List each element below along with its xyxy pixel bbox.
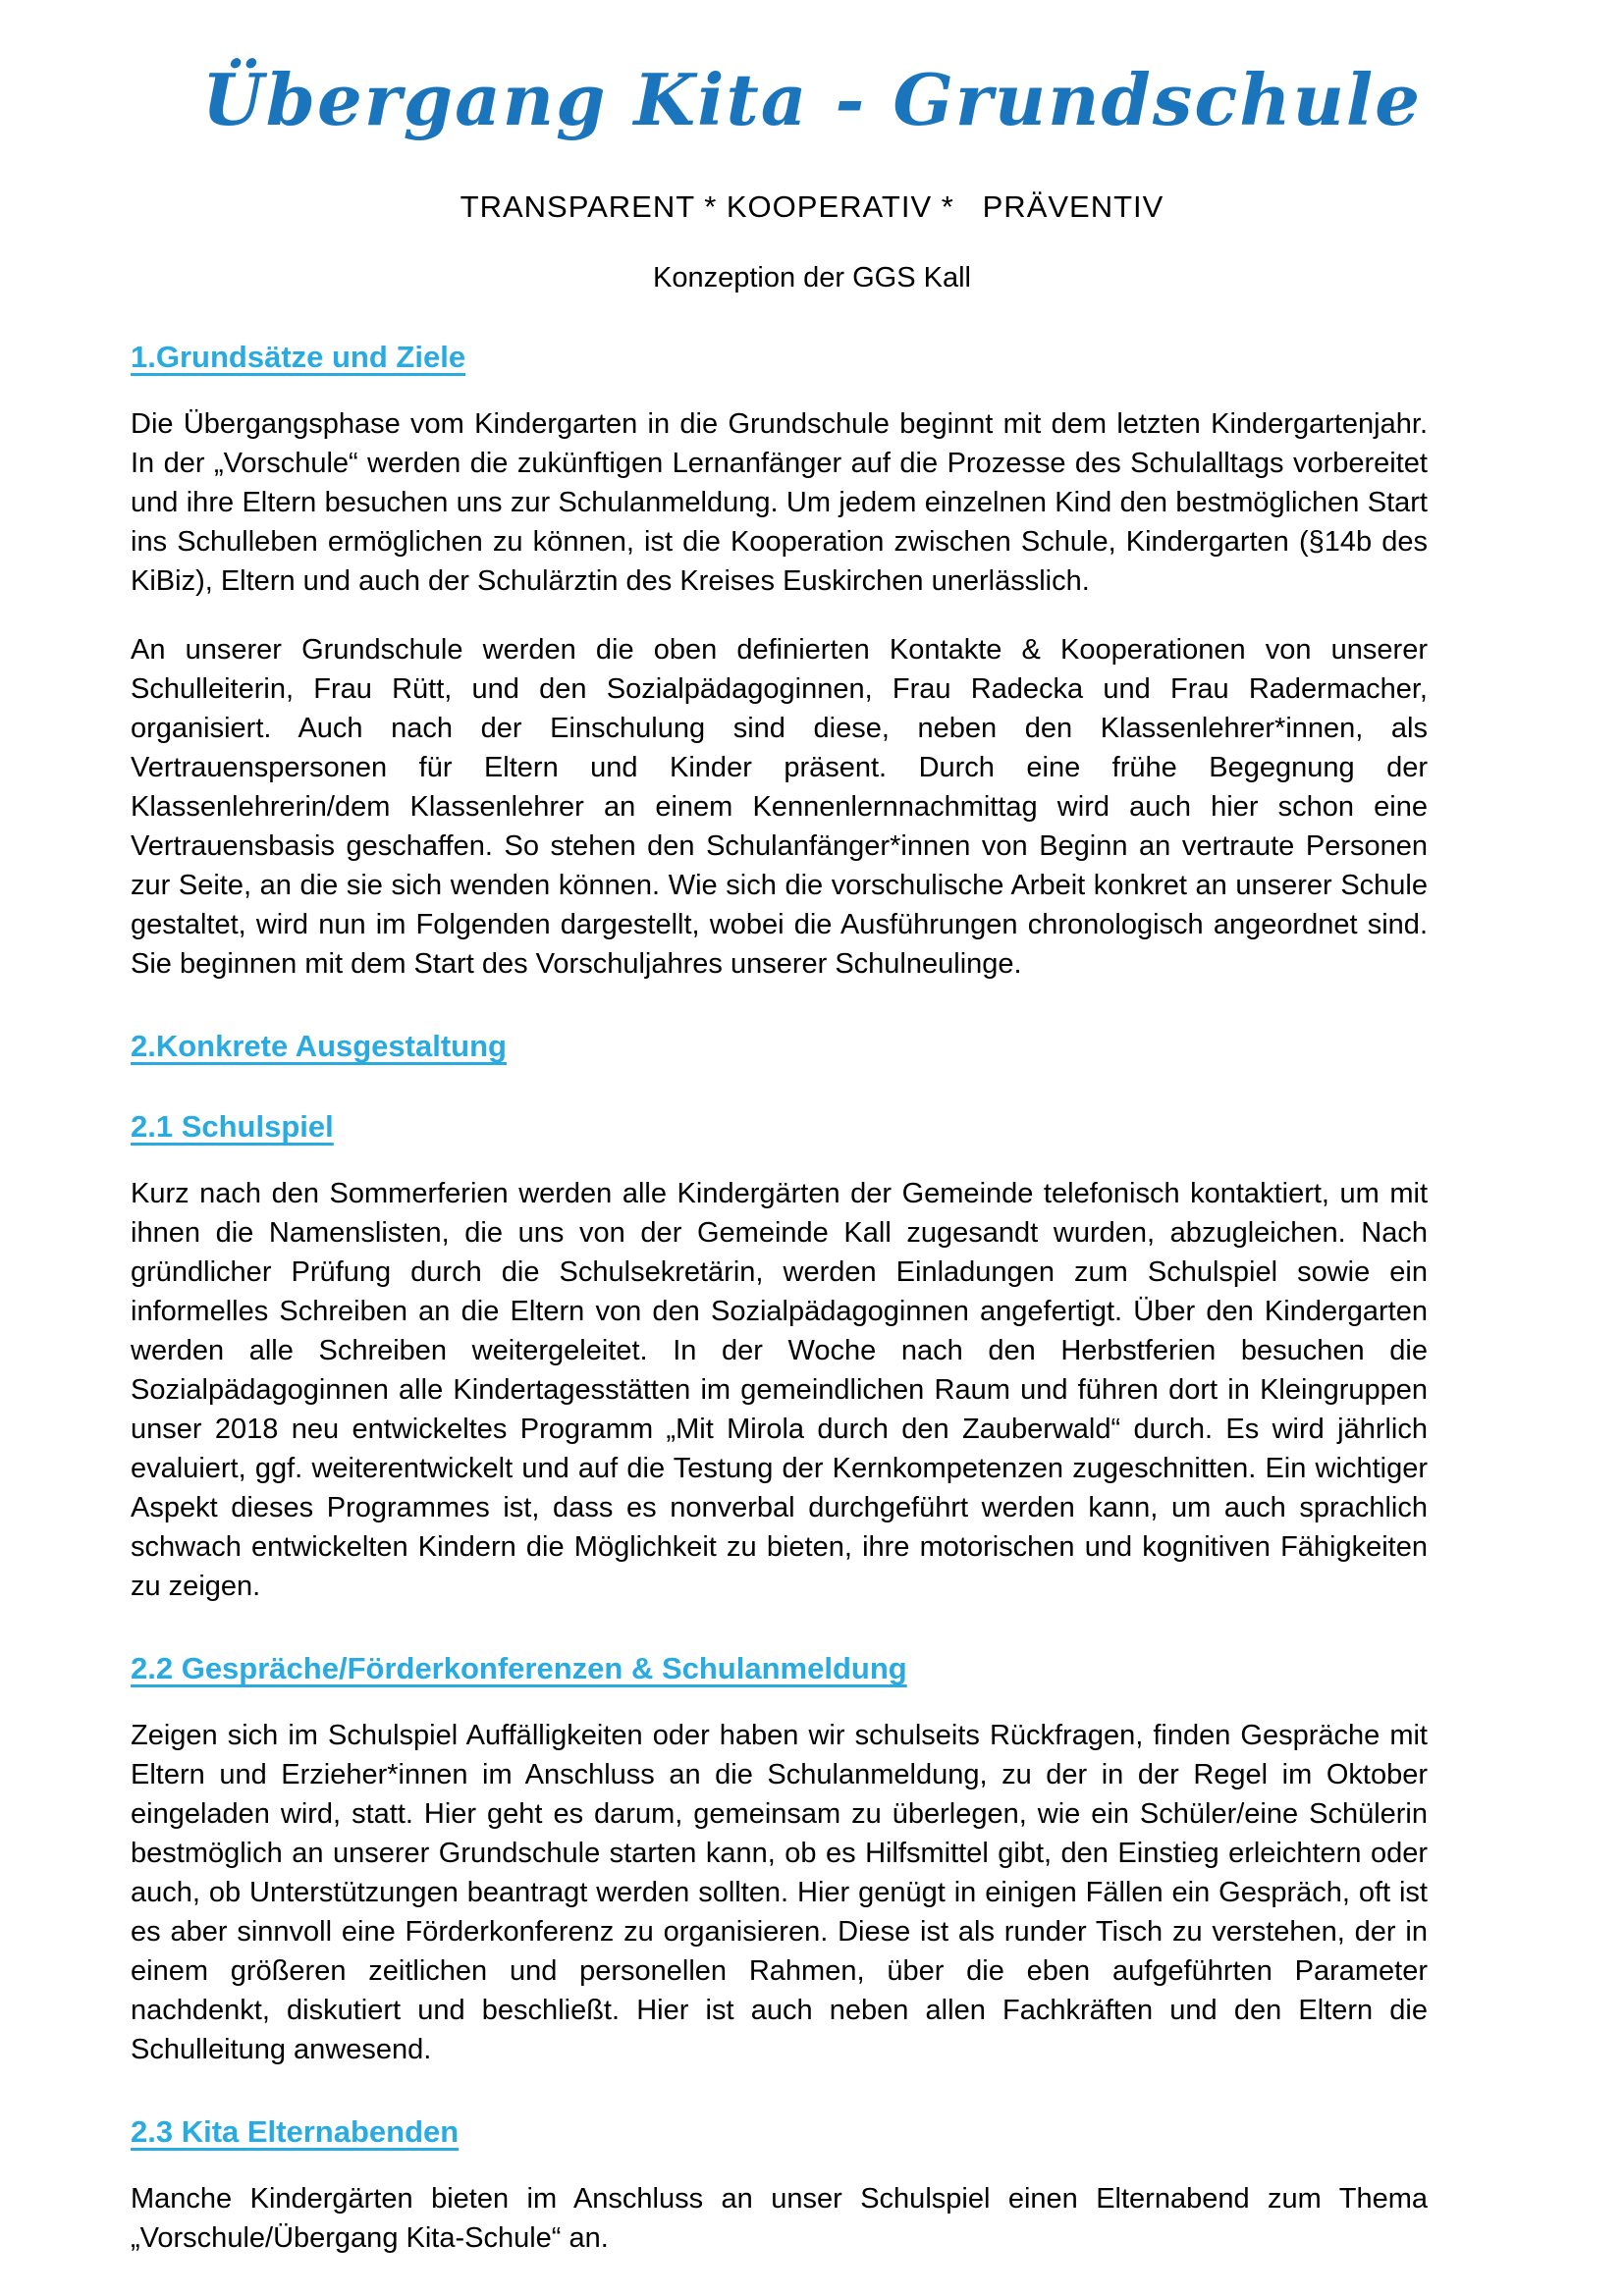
section-heading: 2.1 Schulspiel bbox=[131, 1109, 334, 1145]
section-heading: 2.3 Kita Elternabenden bbox=[131, 2114, 460, 2150]
document-header bbox=[0, 0, 1624, 294]
paragraph: Die Übergangsphase vom Kindergarten in die Grundschule beginnt mit dem letzten Kindergartenjahr. In der „Vorschule“ werden die zukünftigen Lernanfänger auf die Prozesse des Schulalltags vorbereitet und ihre Eltern besuchen uns zur Schulanmeldung. Um jedem einzelnen Kind den bestmöglichen Start ins Schulleben ermöglichen zu können, ist die Kooperation zwischen Schule, Kindergarten (§14b des KiBiz), Eltern und auch der Schulärztin des Kreises Euskirchen unerlässlich. bbox=[131, 408, 1428, 598]
paragraph: Zeigen sich im Schulspiel Auffälligkeiten oder haben wir schulseits Rückfragen, finden Gespräche mit Eltern und Erzieher*innen im Anschluss an die Schulanmeldung, zu der in der Regel im Oktober eingeladen wird, statt. Hier geht es darum, gemeinsam zu überlegen, wie ein Schüler/eine Schülerin bestmöglich an unserer Grundschule starten kann, ob es Hilfsmittel gibt, den Einstieg erleichtern oder auch, ob Unterstützungen beantragt werden sollten. Hier genügt in einigen Fällen ein Gespräch, oft ist es aber sinnvoll eine Förderkonferenz zu organisieren. Diese ist als runder Tisch zu verstehen, der in einem größeren zeitlichen und personellen Rahmen, über die eben aufgeführten Parameter nachdenkt, diskutiert und beschließt. Hier ist auch neben allen Fachkräften und den Eltern die Schulleitung anwesend. bbox=[131, 1720, 1428, 2066]
section-schulspiel bbox=[131, 1109, 1428, 1606]
paragraph: An unserer Grundschule werden die oben definierten Kontakte & Kooperationen von unserer Schulleiterin, Frau Rütt, und den Sozialpädagoginnen, Frau Radecka und Frau Radermacher, organisiert. Auch nach der Einschulung sind diese, neben den Klassenlehrer*innen, als Vertrauenspersonen für Eltern und Kinder präsent. Durch eine frühe Begegnung der Klassenlehrerin/dem Klassenlehrer an einem Kennenlernnachmittag wird auch hier schon eine Vertrauensbasis geschaffen. So stehen den Schulanfänger*innen von Beginn an vertraute Personen zur Seite, an die sie sich wenden können. Wie sich die vorschulische Arbeit konkret an unserer Schule gestaltet, wird nun im Folgenden dargestellt, wobei die Ausführungen chronologisch angeordnet sind. Sie beginnen mit dem Start des Vorschuljahres unserer Schulneulinge. bbox=[131, 634, 1428, 981]
section-heading: 1.Grundsätze und Ziele bbox=[131, 340, 466, 375]
paragraph: Manche Kindergärten bieten im Anschluss an unser Schulspiel einen Elternabend zum Thema „Vorschule/Übergang Kita-Schule“ an. bbox=[131, 2183, 1428, 2255]
section-grundsaetze-und-ziele bbox=[131, 340, 1428, 984]
document-title: Übergang Kita - Grundschule bbox=[201, 58, 1423, 141]
section-gespraeche-foerderkonferenzen bbox=[131, 1651, 1428, 2069]
document-body bbox=[0, 340, 1624, 2258]
paragraph: Kurz nach den Sommerferien werden alle Kindergärten der Gemeinde telefonisch kontaktiert, um mit ihnen die Namenslisten, die uns von der Gemeinde Kall zugesandt wurden, abzugleichen. Nach gründlicher Prüfung durch die Schulsekretärin, werden Einladungen zum Schulspiel sowie ein informelles Schreiben an die Eltern von den Sozialpädagoginnen angefertigt. Über den Kindergarten werden alle Schreiben weitergeleitet. In der Woche nach den Herbstferien besuchen die Sozialpädagoginnen alle Kindertagesstätten im gemeindlichen Raum und führen dort in Kleingruppen unser 2018 neu entwickeltes Programm „Mit Mirola durch den Zauberwald“ durch. Es wird jährlich evaluiert, ggf. weiterentwickelt und auf die Testung der Kernkompetenzen zugeschnitten. Ein wichtiger Aspekt dieses Programmes ist, dass es nonverbal durchgeführt werden kann, um auch sprachlich schwach entwickelten Kindern die Möglichkeit zu bieten, ihre motorischen und kognitiven Fähigkeiten zu zeigen. bbox=[131, 1178, 1428, 1603]
section-heading: 2.2 Gespräche/Förderkonferenzen & Schulanmeldung bbox=[131, 1651, 907, 1686]
section-konkrete-ausgestaltung bbox=[131, 1029, 1428, 1064]
document-subheading: Konzeption der GGS Kall bbox=[652, 262, 971, 294]
section-kita-elternabenden bbox=[131, 2114, 1428, 2258]
section-heading: 2.Konkrete Ausgestaltung bbox=[131, 1029, 507, 1064]
document-subtitle: TRANSPARENT * KOOPERATIV * PRÄVENTIV bbox=[460, 189, 1164, 225]
